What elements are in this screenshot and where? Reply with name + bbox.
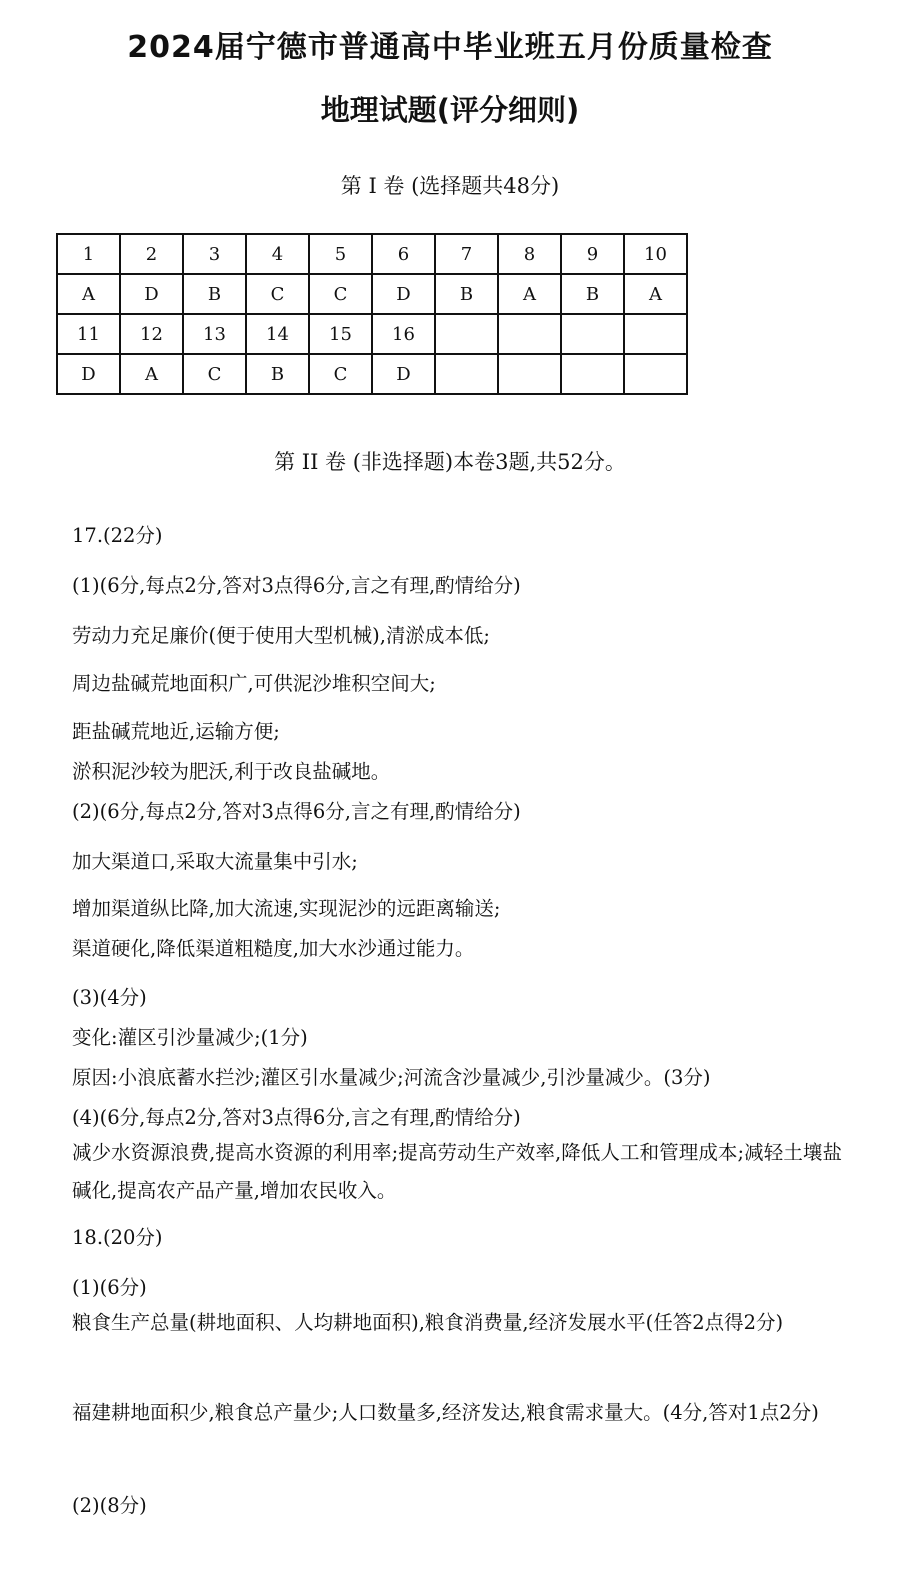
table-cell: 16 bbox=[372, 314, 435, 354]
q17-part3-change: 变化:灌区引沙量减少;(1分) bbox=[72, 1026, 308, 1049]
document-title: 2024届宁德市普通高中毕业班五月份质量检查 bbox=[127, 30, 773, 65]
table-cell: C bbox=[246, 274, 309, 314]
table-cell: B bbox=[561, 274, 624, 314]
table-cell: 9 bbox=[561, 234, 624, 274]
table-cell: B bbox=[435, 274, 498, 314]
table-cell: 15 bbox=[309, 314, 372, 354]
table-cell: B bbox=[246, 354, 309, 394]
q17-part3-reason: 原因:小浪底蓄水拦沙;灌区引水量减少;河流含沙量减少,引沙量减少。(3分) bbox=[72, 1066, 711, 1089]
q18-part1-factors: 粮食生产总量(耕地面积、人均耕地面积),粮食消费量,经济发展水平(任答2点得2分) bbox=[72, 1311, 784, 1334]
table-cell: C bbox=[183, 354, 246, 394]
q17-part1-point: 周边盐碱荒地面积广,可供泥沙堆积空间大; bbox=[72, 672, 436, 695]
table-cell: C bbox=[309, 274, 372, 314]
q17-part1-scoring: (1)(6分,每点2分,答对3点得6分,言之有理,酌情给分) bbox=[72, 574, 521, 597]
table-cell: 1 bbox=[57, 234, 120, 274]
section-2-title: 第 II 卷 (非选择题)本卷3题,共52分。 bbox=[274, 450, 626, 474]
table-cell: D bbox=[372, 274, 435, 314]
table-cell: D bbox=[372, 354, 435, 394]
q17-heading: 17.(22分) bbox=[72, 524, 163, 547]
table-cell bbox=[561, 314, 624, 354]
q17-part4-answer: 减少水资源浪费,提高水资源的利用率;提高劳动生产效率,降低人工和管理成本;减轻土壤盐碱化,提高农产品产量,增加农民收入。 bbox=[72, 1141, 842, 1202]
table-cell: A bbox=[120, 354, 183, 394]
table-cell: B bbox=[183, 274, 246, 314]
table-cell: 10 bbox=[624, 234, 687, 274]
table-cell: A bbox=[498, 274, 561, 314]
table-cell: 14 bbox=[246, 314, 309, 354]
table-cell: 4 bbox=[246, 234, 309, 274]
q18-part2-heading: (2)(8分) bbox=[72, 1494, 147, 1517]
table-cell: 8 bbox=[498, 234, 561, 274]
table-cell: 3 bbox=[183, 234, 246, 274]
table-cell bbox=[498, 354, 561, 394]
table-cell bbox=[561, 354, 624, 394]
q18-part1-heading: (1)(6分) bbox=[72, 1276, 147, 1299]
q17-part1-point: 劳动力充足廉价(便于使用大型机械),清淤成本低; bbox=[72, 624, 490, 647]
q18-heading: 18.(20分) bbox=[72, 1226, 163, 1249]
table-cell: C bbox=[309, 354, 372, 394]
table-row bbox=[57, 274, 687, 314]
q17-part3-heading: (3)(4分) bbox=[72, 986, 147, 1009]
table-cell: 6 bbox=[372, 234, 435, 274]
table-cell: 2 bbox=[120, 234, 183, 274]
table-cell bbox=[435, 354, 498, 394]
q17-part2-scoring: (2)(6分,每点2分,答对3点得6分,言之有理,酌情给分) bbox=[72, 800, 521, 823]
table-cell: A bbox=[57, 274, 120, 314]
table-cell bbox=[624, 354, 687, 394]
q17-part2-point: 加大渠道口,采取大流量集中引水; bbox=[72, 850, 358, 873]
table-cell: 12 bbox=[120, 314, 183, 354]
table-cell bbox=[498, 314, 561, 354]
table-cell: D bbox=[57, 354, 120, 394]
table-cell: 5 bbox=[309, 234, 372, 274]
q17-part1-point: 距盐碱荒地近,运输方便; bbox=[72, 720, 280, 743]
table-cell bbox=[624, 314, 687, 354]
table-cell: 7 bbox=[435, 234, 498, 274]
q17-part2-point: 增加渠道纵比降,加大流速,实现泥沙的远距离输送; bbox=[72, 897, 501, 920]
table-row bbox=[57, 314, 687, 354]
table-row bbox=[57, 354, 687, 394]
table-cell: A bbox=[624, 274, 687, 314]
answer-table bbox=[56, 233, 688, 395]
table-row bbox=[57, 234, 687, 274]
document-subtitle: 地理试题(评分细则) bbox=[320, 93, 580, 127]
table-cell: D bbox=[120, 274, 183, 314]
section-1-title: 第 I 卷 (选择题共48分) bbox=[340, 174, 560, 198]
q17-part4-scoring: (4)(6分,每点2分,答对3点得6分,言之有理,酌情给分) bbox=[72, 1106, 521, 1129]
table-cell bbox=[435, 314, 498, 354]
table-cell: 11 bbox=[57, 314, 120, 354]
table-cell: 13 bbox=[183, 314, 246, 354]
q18-part1-answer: 福建耕地面积少,粮食总产量少;人口数量多,经济发达,粮食需求量大。(4分,答对1点2分) bbox=[72, 1401, 819, 1424]
q17-part1-point: 淤积泥沙较为肥沃,利于改良盐碱地。 bbox=[72, 760, 391, 783]
q17-part2-point: 渠道硬化,降低渠道粗糙度,加大水沙通过能力。 bbox=[72, 937, 475, 960]
